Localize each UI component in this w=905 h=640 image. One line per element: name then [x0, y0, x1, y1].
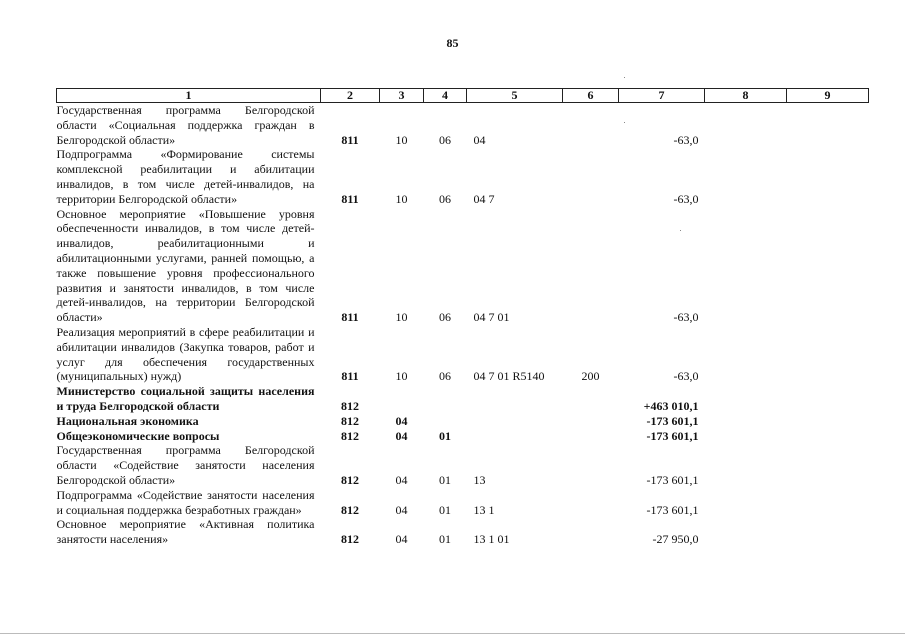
row-name-cell: Подпрограмма «Формирование системы комплексной реабилитации и абилитации инвалидов, в том числе детей-инвалидов, на территории Белгородской области» [56, 147, 315, 206]
table-row [57, 414, 869, 429]
scan-edge-line [0, 633, 905, 634]
amount-cell: -63,0 [673, 310, 699, 325]
amount-cell: +463 010,1 [643, 398, 699, 413]
amount-cell: -173 601,1 [646, 502, 699, 517]
expense-type-cell [563, 147, 619, 206]
table-row [57, 443, 869, 487]
row-name-cell: Национальная экономика [56, 413, 199, 428]
section-cell [380, 384, 424, 414]
empty-cell-9 [787, 325, 869, 384]
row-name-cell: Основное мероприятие «Повышение уровня обеспеченности инвалидов, в том числе детей-инвалидов, реабилитационными и абилитационными услугами, ранней помощью, а также повышение уровня профессионального развития и занятости инвалидов, в том числе детей-инвалидов, на территории Белгородской области» [56, 206, 315, 325]
column-header-2: 2 [321, 89, 380, 103]
admin-code-cell: 811 [341, 191, 359, 206]
column-header-6: 6 [563, 89, 619, 103]
column-header-9: 9 [787, 89, 869, 103]
row-name-cell: Государственная программа Белгородской области «Социальная поддержка граждан в Белгородской области» [56, 103, 315, 147]
subsection-cell: 01 [439, 502, 451, 517]
scan-speck [680, 230, 681, 231]
row-name-cell: Государственная программа Белгородской области «Содействие занятости населения Белгородской области» [56, 443, 315, 487]
empty-cell-8 [705, 147, 787, 206]
admin-code-cell: 812 [341, 428, 359, 443]
row-name-cell: Общеэкономические вопросы [56, 428, 220, 443]
admin-code-cell: 812 [341, 532, 359, 547]
subsection-cell: 06 [439, 132, 451, 147]
empty-cell-8 [705, 443, 787, 487]
table-row [57, 488, 869, 518]
expense-type-cell [563, 103, 619, 148]
expense-type-cell [563, 384, 619, 414]
target-article-cell: 13 1 01 [473, 532, 510, 547]
target-article-cell: 13 1 [473, 502, 495, 517]
table-row [57, 429, 869, 444]
budget-table [56, 88, 869, 547]
target-article-cell [467, 414, 563, 429]
empty-cell-9 [787, 488, 869, 518]
table-body [57, 103, 869, 547]
admin-code-cell: 811 [341, 369, 359, 384]
target-article-cell [467, 384, 563, 414]
subsection-cell: 01 [439, 532, 451, 547]
empty-cell-8 [705, 488, 787, 518]
empty-cell-9 [787, 443, 869, 487]
section-cell: 10 [395, 191, 408, 206]
section-cell: 04 [395, 413, 408, 428]
scan-speck [624, 122, 625, 123]
expense-type-cell [563, 207, 619, 325]
section-cell: 04 [395, 532, 408, 547]
admin-code-cell: 812 [341, 398, 359, 413]
column-header-4: 4 [424, 89, 467, 103]
section-cell: 10 [395, 132, 408, 147]
table-header-row [57, 89, 869, 103]
row-name-cell: Основное мероприятие «Активная политика занятости населения» [56, 517, 315, 547]
target-article-cell: 04 7 [473, 191, 495, 206]
empty-cell-9 [787, 517, 869, 547]
empty-cell-9 [787, 414, 869, 429]
section-cell: 04 [395, 472, 408, 487]
target-article-cell: 04 [473, 132, 486, 147]
amount-cell: -63,0 [673, 191, 699, 206]
row-name-cell: Реализация мероприятий в сфере реабилитации и абилитации инвалидов (Закупка товаров, работ и услуг для обеспечения государственных (муниципальных) нужд) [56, 324, 315, 384]
table-row [57, 325, 869, 384]
expense-type-cell [563, 414, 619, 429]
target-article-cell: 13 [473, 472, 486, 487]
empty-cell-8 [705, 414, 787, 429]
empty-cell-9 [787, 207, 869, 325]
table-row [57, 517, 869, 547]
amount-cell: -173 601,1 [646, 428, 699, 443]
column-header-1: 1 [57, 89, 321, 103]
amount-cell: -63,0 [673, 132, 699, 147]
amount-cell: -173 601,1 [646, 472, 699, 487]
table-row [57, 384, 869, 414]
empty-cell-8 [705, 384, 787, 414]
subsection-cell [424, 384, 467, 414]
expense-type-cell [563, 443, 619, 487]
amount-cell: -27 950,0 [652, 532, 699, 547]
expense-type-cell [563, 429, 619, 444]
row-name-cell: Министерство социальной защиты населения и труда Белгородской области [56, 384, 315, 413]
subsection-cell: 01 [439, 428, 451, 443]
empty-cell-8 [705, 325, 787, 384]
subsection-cell: 01 [439, 472, 451, 487]
empty-cell-9 [787, 429, 869, 444]
scan-speck [624, 77, 625, 78]
empty-cell-8 [705, 103, 787, 148]
subsection-cell: 06 [439, 310, 451, 325]
empty-cell-9 [787, 147, 869, 206]
target-article-cell [467, 429, 563, 444]
section-cell: 04 [395, 428, 408, 443]
column-header-5: 5 [467, 89, 563, 103]
subsection-cell: 06 [439, 369, 451, 384]
section-cell: 10 [395, 310, 408, 325]
empty-cell-9 [787, 103, 869, 148]
admin-code-cell: 812 [341, 502, 359, 517]
subsection-cell: 06 [439, 191, 451, 206]
target-article-cell: 04 7 01 R5140 [473, 369, 545, 384]
page-number: 85 [446, 36, 459, 50]
admin-code-cell: 811 [341, 310, 359, 325]
section-cell: 04 [395, 502, 408, 517]
amount-cell: -63,0 [673, 369, 699, 384]
admin-code-cell: 812 [341, 413, 359, 428]
subsection-cell [424, 414, 467, 429]
empty-cell-8 [705, 207, 787, 325]
table-row [57, 207, 869, 325]
amount-cell: -173 601,1 [646, 413, 699, 428]
expense-type-cell: 200 [581, 369, 600, 384]
empty-cell-8 [705, 429, 787, 444]
column-header-7: 7 [619, 89, 705, 103]
admin-code-cell: 811 [341, 132, 359, 147]
column-header-8: 8 [705, 89, 787, 103]
table-row [57, 103, 869, 148]
section-cell: 10 [395, 369, 408, 384]
column-header-3: 3 [380, 89, 424, 103]
target-article-cell: 04 7 01 [473, 310, 510, 325]
empty-cell-9 [787, 384, 869, 414]
expense-type-cell [563, 517, 619, 547]
admin-code-cell: 812 [341, 472, 359, 487]
empty-cell-8 [705, 517, 787, 547]
expense-type-cell [563, 488, 619, 518]
row-name-cell: Подпрограмма «Содействие занятости населения и социальная поддержка безработных граждан» [56, 487, 315, 517]
table-row [57, 147, 869, 206]
